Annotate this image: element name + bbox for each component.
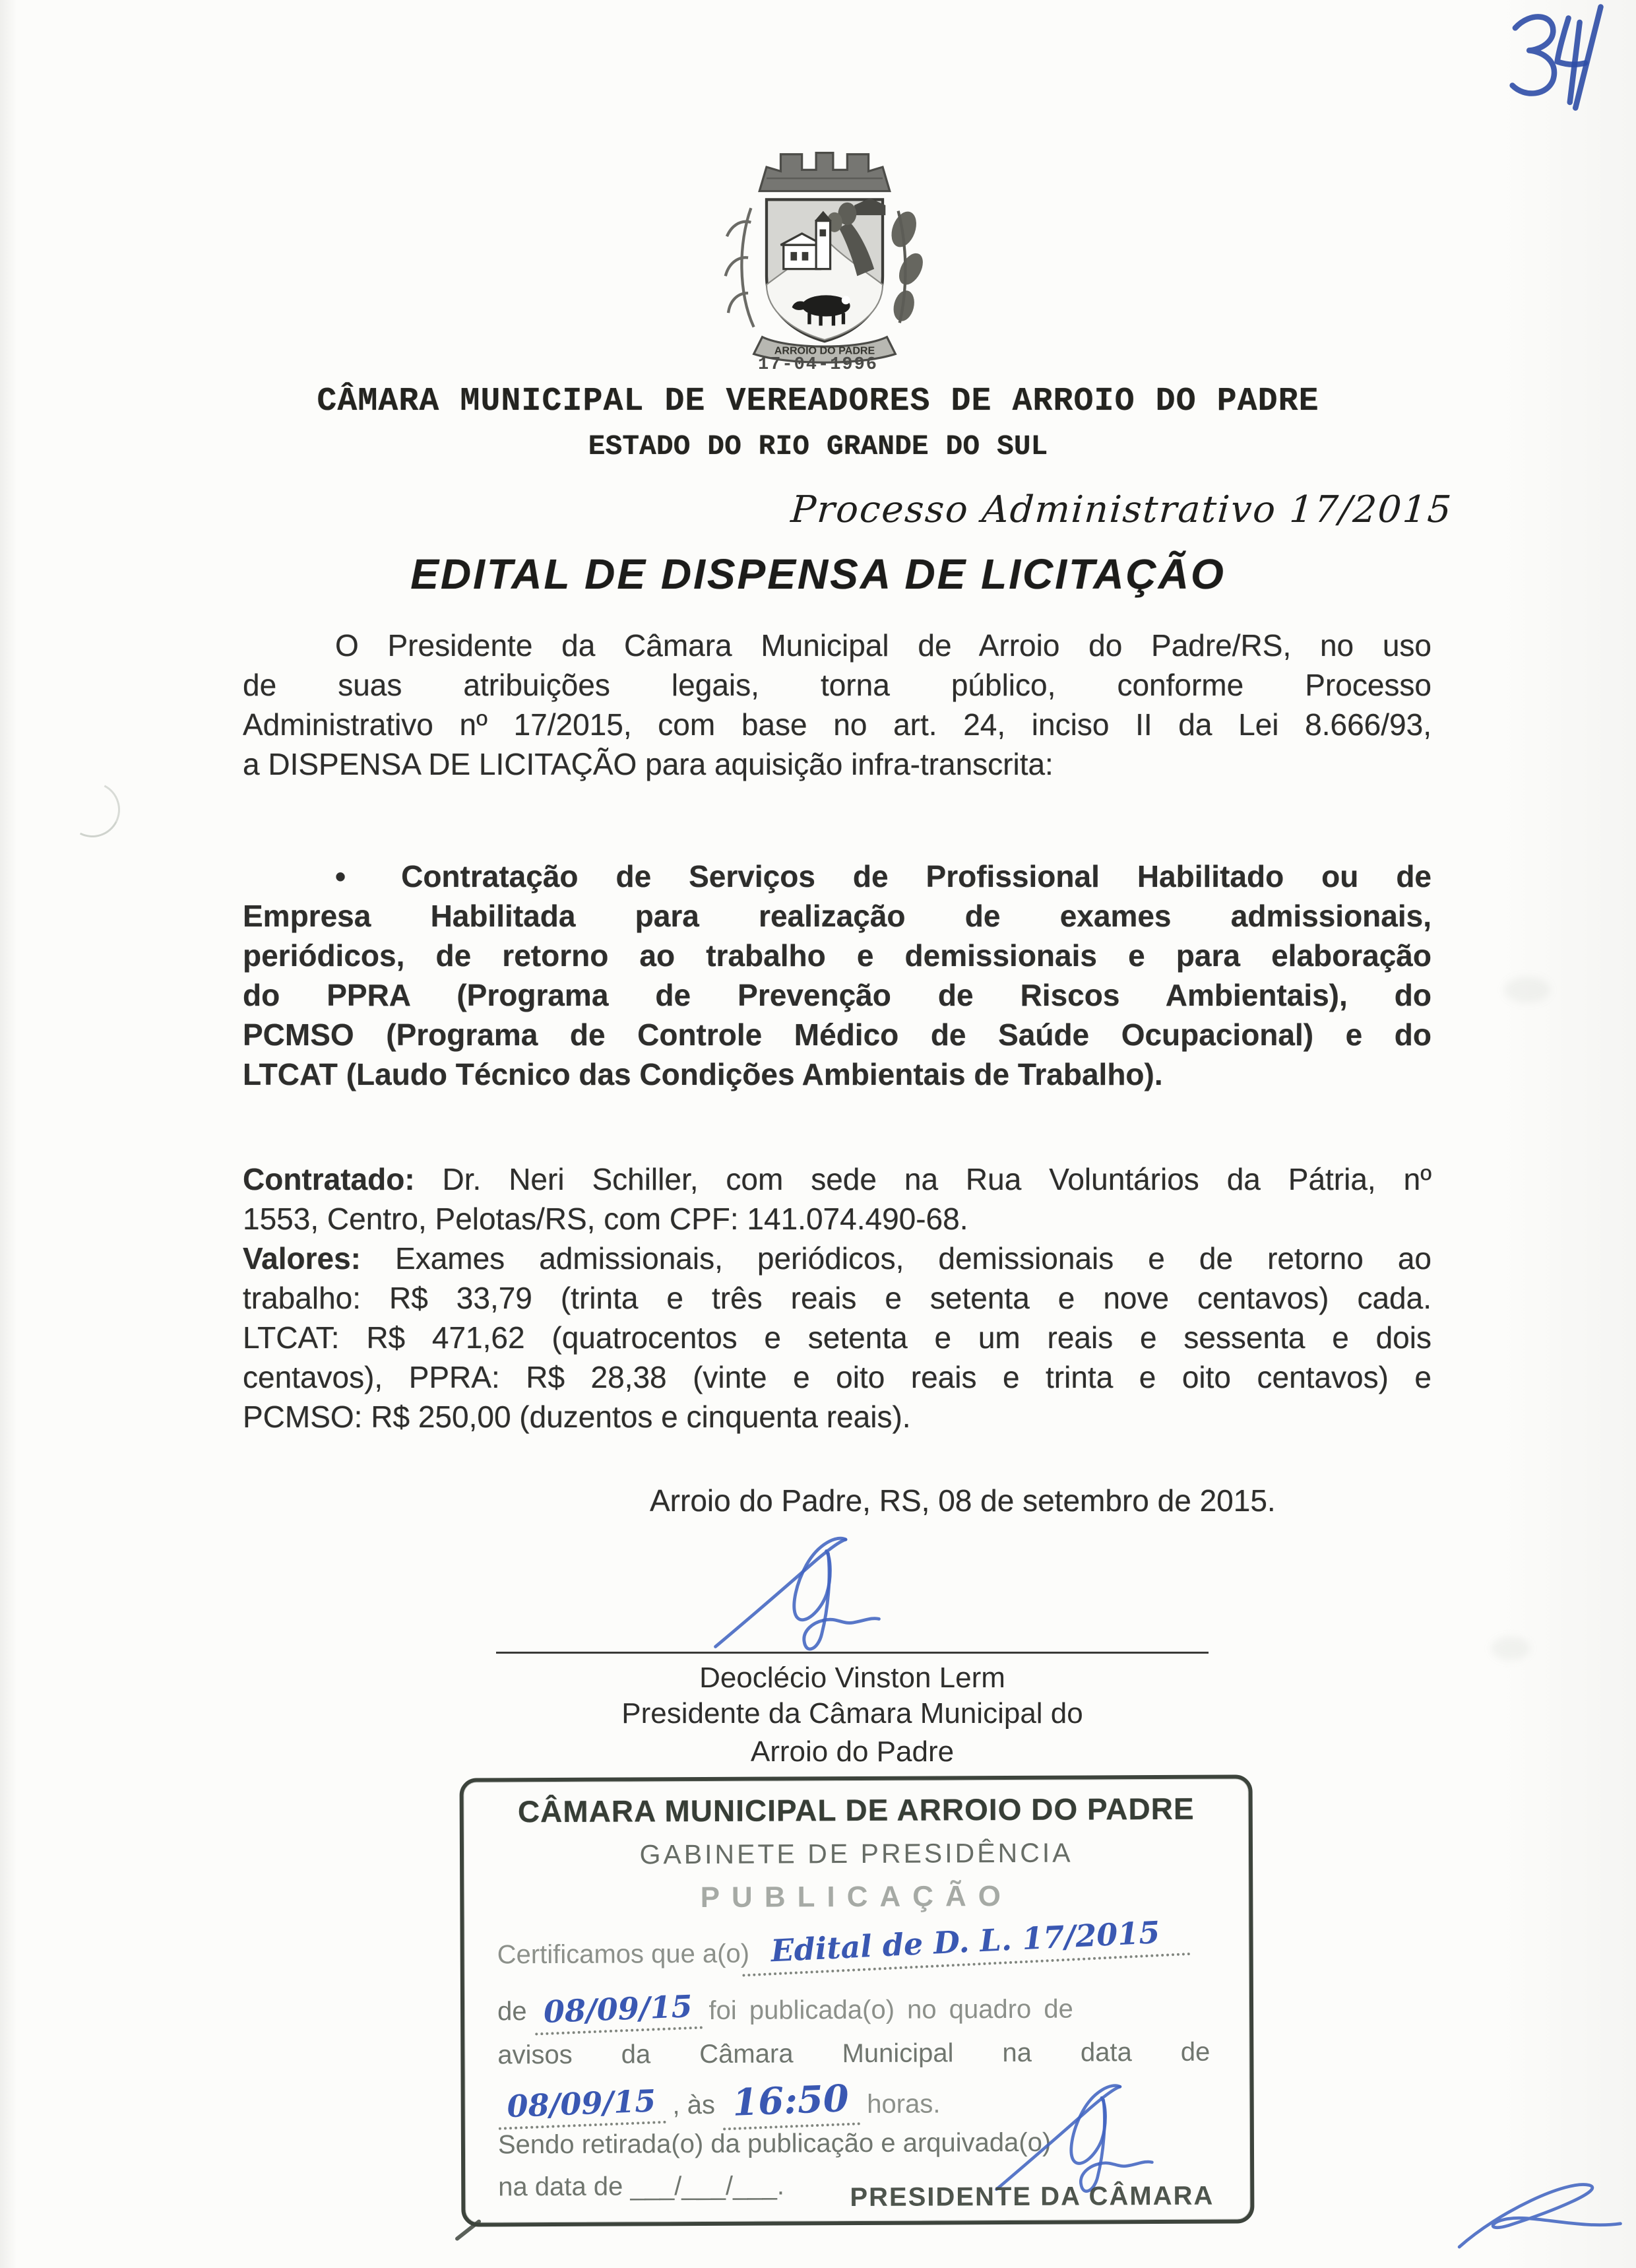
valores-label: Valores: bbox=[243, 1241, 361, 1276]
crest-founding-date: 17-04-1996 bbox=[757, 355, 879, 375]
publication-stamp bbox=[460, 1774, 1255, 2226]
paragraph-line: 1553, Centro, Pelotas/RS, com CPF: 141.074.490-68. bbox=[243, 1202, 968, 1236]
paragraph-line: periódicos, de retorno ao trabalho e demissionais e para elaboração bbox=[243, 938, 1432, 973]
stamp-de-text: de bbox=[497, 1997, 527, 2026]
stamp-president-label: PRESIDENTE DA CÂMARA bbox=[850, 2181, 1214, 2213]
scan-smudge bbox=[1491, 1636, 1530, 1660]
paragraph-line: PCMSO: R$ 250,00 (duzentos e cinquenta reais). bbox=[243, 1400, 911, 1434]
stamp-removed-line2: na data de ___/___/___. bbox=[498, 2171, 785, 2202]
paragraph-line: LTCAT (Laudo Técnico das Condições Ambientais de Trabalho). bbox=[243, 1057, 1163, 1091]
municipal-crest bbox=[683, 137, 966, 357]
stamp-published-line bbox=[497, 1989, 1216, 2033]
handwritten-time: 16:50 bbox=[722, 2076, 861, 2130]
crest-right-foliage bbox=[887, 208, 928, 323]
scan-edge-shadow bbox=[0, 0, 17, 2268]
crest-left-stalk bbox=[726, 208, 754, 327]
handwritten-date-1: 08/09/15 bbox=[534, 1988, 703, 2036]
document-title: EDITAL DE DISPENSA DE LICITAÇÃO bbox=[410, 550, 1226, 598]
paragraph-line: a DISPENSA DE LICITAÇÃO para aquisição infra-transcrita: bbox=[243, 747, 1054, 781]
bullet-icon: • bbox=[335, 859, 346, 893]
stamp-org-name: CÂMARA MUNICIPAL DE ARROIO DO PADRE bbox=[517, 1791, 1195, 1829]
paragraph-contract bbox=[243, 1159, 1432, 1437]
scan-smudge bbox=[1504, 977, 1550, 1003]
stamp-board-text: avisos da Câmara Municipal na data de bbox=[497, 2037, 1211, 2070]
contratado-label: Contratado: bbox=[243, 1162, 415, 1196]
stamp-publication-heading: PUBLICAÇÃO bbox=[700, 1879, 1013, 1914]
stamp-certify-text: Certificamos que a(o) bbox=[497, 1939, 750, 1970]
paragraph-intro bbox=[243, 626, 1432, 784]
paragraph-line: • Contratação de Serviços de Profissional Habilitado ou de bbox=[335, 859, 1432, 893]
paragraph-line: Valores: Exames admissionais, periódicos, demissionais e de retorno ao bbox=[243, 1241, 1432, 1276]
paragraph-line: trabalho: R$ 33,79 (trinta e três reais e setenta e nove centavos) cada. bbox=[243, 1281, 1432, 1315]
org-name-line2: ESTADO DO RIO GRANDE DO SUL bbox=[588, 430, 1048, 463]
handwritten-document-reference: Edital de D. L. 17/2015 bbox=[740, 1913, 1190, 1977]
paragraph-line: do PPRA (Programa de Prevenção de Riscos Ambientais), do bbox=[243, 978, 1432, 1012]
paragraph-line: centavos), PPRA: R$ 28,38 (vinte e oito reais e trinta e oito centavos) e bbox=[243, 1360, 1432, 1394]
paragraph-line: Administrativo nº 17/2015, com base no art. 24, inciso II da Lei 8.666/93, bbox=[243, 707, 1432, 742]
signer-name: Deoclécio Vinston Lerm bbox=[699, 1662, 1005, 1694]
stamp-office: GABINETE DE PRESIDÊNCIA bbox=[639, 1837, 1073, 1870]
paragraph-line: PCMSO (Programa de Controle Médico de Saúde Ocupacional) e do bbox=[243, 1018, 1432, 1052]
stamp-hours-text: horas. bbox=[867, 2089, 941, 2119]
place-date-line: Arroio do Padre, RS, 08 de setembro de 2015. bbox=[650, 1483, 1276, 1518]
paragraph-line: LTCAT: R$ 471,62 (quatrocentos e setenta e um reais e sessenta e dois bbox=[243, 1320, 1432, 1355]
stamp-at-text: , às bbox=[672, 2090, 716, 2120]
paragraph-line: O Presidente da Câmara Municipal de Arroio do Padre/RS, no uso bbox=[335, 628, 1432, 663]
crest-crown bbox=[759, 153, 889, 191]
pen-arc-mark bbox=[57, 775, 127, 845]
process-number: Processo Administrativo 17/2015 bbox=[790, 488, 1455, 531]
paragraph-line: Empresa Habilitada para realização de exames admissionais, bbox=[243, 899, 1432, 933]
handwritten-page-number-34 bbox=[1478, 1, 1623, 113]
crest-ribbon-text: ARROIO DO PADRE bbox=[774, 344, 875, 357]
paragraph-line: de suas atribuições legais, torna público, conforme Processo bbox=[243, 668, 1432, 702]
scan-right-band bbox=[1497, 0, 1636, 2268]
handwritten-date-2: 08/09/15 bbox=[497, 2083, 666, 2130]
corner-pen-squiggle bbox=[1441, 2151, 1629, 2262]
signer-role-line2: Arroio do Padre bbox=[750, 1735, 955, 1768]
stamp-published-text: foi publicada(o) no quadro de bbox=[708, 1994, 1073, 2025]
signer-role-line1: Presidente da Câmara Municipal do bbox=[621, 1697, 1083, 1730]
signature-rule bbox=[496, 1652, 1209, 1654]
paragraph-line: Contratado: Dr. Neri Schiller, com sede na Rua Voluntários da Pátria, nº bbox=[243, 1162, 1432, 1196]
org-name-line1: CÂMARA MUNICIPAL DE VEREADORES DE ARROIO DO PADRE bbox=[317, 383, 1319, 420]
stamp-removed-line1: Sendo retirada(o) da publicação e arquivada(o) bbox=[497, 2127, 1052, 2160]
president-signature-ink bbox=[686, 1526, 904, 1664]
paragraph-object bbox=[243, 857, 1432, 1094]
